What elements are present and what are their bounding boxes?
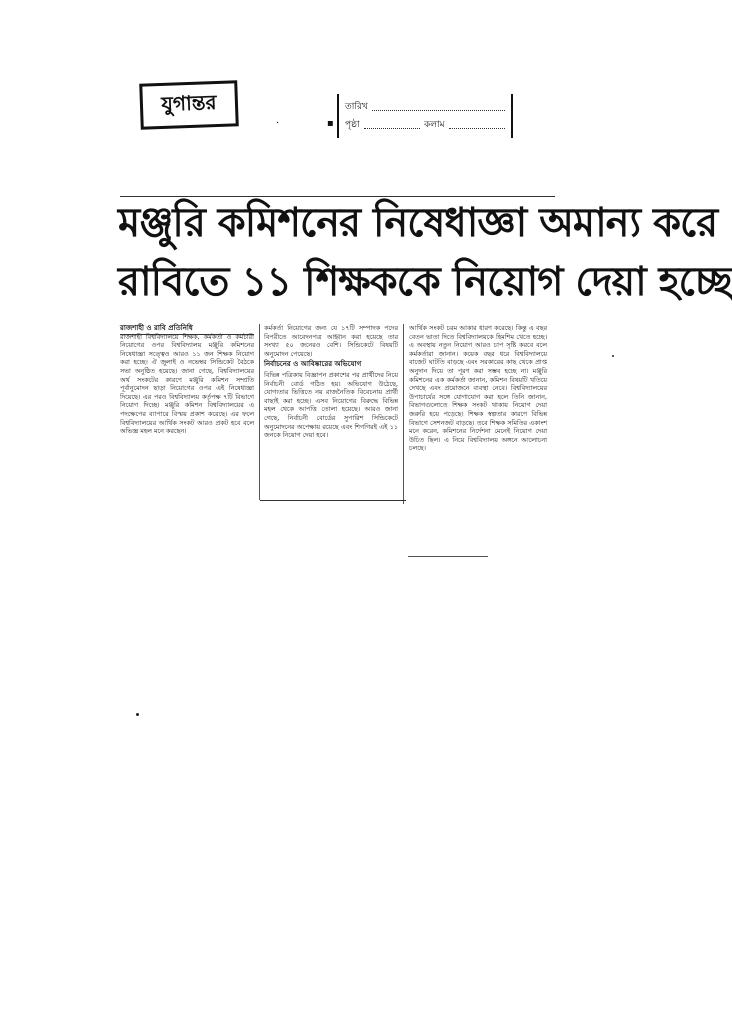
column-divider-2 [403,324,404,504]
article-column-3 [409,324,547,552]
masthead-name: যুগান্তর [160,89,217,116]
article-column-2-text-b: বিভিন্ন পত্রিকায় বিজ্ঞাপন প্রকাশের পর প্রার্থীদের নিয়ে নির্বাচনী বোর্ড গঠিত হয়। অভিযোগ উঠেছে, যোগ্যতার ভিত্তিতে নয় রাজনৈতিক বিবেচনায় প্রার্থী বাছাই করা হচ্ছে। এসব নিয়োগের বিরুদ্ধে বিভিন্ন মহল থেকে আপত্তি তোলা হয়েছে। আরও জানা গেছে, নির্বাচনী বোর্ডের সুপারিশ সিন্ডিকেটে অনুমোদনের অপেক্ষায় রয়েছে এবং শিগগিরই এই ১১ জনকে নিয়োগ দেয়া হবে। [264,370,398,440]
headline-line-2: রাবিতে ১১ শিক্ষককে নিয়োগ দেয়া হচ্ছে [118,259,732,305]
article-subheading: নির্বাচনের ও আবিষ্কারের অভিযোগ [264,360,362,369]
date-label: তারিখ [345,101,368,112]
date-blank [372,101,505,111]
page-label: পৃষ্ঠা [345,119,360,130]
article-column-2-text-a: কর্মকর্তা নিয়োগের জন্য যে ১৭টি সম্পাদক পদের বিপরীতে আবেদনপত্র আহ্বান করা হয়েছে তার সংখ্যা ৫০ জনেরও বেশি। সিন্ডিকেটে বিষয়টি অনুমোদন পেয়েছে। [264,324,398,358]
article-byline: রাজশাহী ও রাবি প্রতিনিধি [120,324,193,332]
column-3-tail-rule [408,556,488,557]
article-column-1-text: রাজশাহী বিশ্ববিদ্যালয়ে শিক্ষক, কর্মকর্তা ও কর্মচারী নিয়োগের ওপর বিশ্ববিদ্যালয় মঞ্জুরি কমিশনের নিষেধাজ্ঞা সত্ত্বেও আরও ১১ জন শিক্ষক নিয়োগ করা হচ্ছে। ঐ জুলাই ও নভেম্বর সিন্ডিকেট বৈঠকে সভা অনুষ্ঠিত হয়েছে। জানা গেছে, বিশ্ববিদ্যালয়ের অর্থ সংকটের কারণে মঞ্জুরি কমিশন সম্প্রতি পূর্বানুমোদন ছাড়া নিয়োগের ওপর এই নিষেধাজ্ঞা দিয়েছে। এর পরও বিশ্ববিদ্যালয় কর্তৃপক্ষ ৭টি বিভাগে নিয়োগ দিচ্ছে। মঞ্জুরি কমিশন বিশ্ববিদ্যালয়ের এ পদক্ষেপের ব্যাপারে বিস্ময় প্রকাশ করেছে। এর ফলে বিশ্ববিদ্যালয়ের আর্থিক সংকট আরও প্রকট হবে বলে অভিজ্ঞ মহল মনে করছেন। [120,332,254,436]
column-label: কলাম [423,119,445,130]
byline-rule [120,334,254,335]
article-bottom-rule [260,500,406,501]
article-column-2 [264,324,398,494]
article-column-3-text: আর্থিক সংকট চরম আকার ধারণ করেছে। কিন্তু এ বছর বেতন ভাতা দিতে বিশ্ববিদ্যালয়কে হিমশিম খেতে হচ্ছে। এ অবস্থায় নতুন নিয়োগ আরও চাপ সৃষ্টি করবে বলে কর্মকর্তারা জানান। কয়েক বছর ধরে বিশ্ববিদ্যালয়ে বাজেট ঘাটতি বাড়ছে এবং সরকারের কাছ থেকে প্রাপ্ত অনুদান দিয়ে তা পূরণ করা সম্ভব হচ্ছে না। মঞ্জুরি কমিশনের এক কর্মকর্তা জানান, কমিশন বিষয়টি খতিয়ে দেখছে এবং প্রয়োজনে ব্যবস্থা নেবে। বিশ্ববিদ্যালয়ের উপাচার্যের সঙ্গে যোগাযোগ করা হলে তিনি জানান, বিভাগগুলোতে শিক্ষক সংকট থাকায় নিয়োগ দেয়া জরুরি হয়ে পড়েছে। শিক্ষক স্বল্পতার কারণে বিভিন্ন বিভাগে সেশনজট বাড়ছে। তবে শিক্ষক সমিতির একাংশ মনে করেন, কমিশনের নির্দেশনা মেনেই নিয়োগ দেয়া উচিত ছিল। এ নিয়ে বিশ্ববিদ্যালয় অঙ্গনে আলোচনা চলছে। [409,324,547,453]
headline-top-rule [120,196,555,197]
scan-speck [136,713,139,716]
headline-line-1: মঞ্জুরি কমিশনের নিষেধাজ্ঞা অমান্য করে [118,200,718,246]
scan-marks: · ▪ [276,118,334,129]
article-column-1 [120,324,254,496]
date-line [345,97,505,115]
scan-speck [612,355,614,357]
date-stamp-box [337,94,513,138]
page-blank [364,119,420,129]
column-divider-1 [259,324,260,500]
newspaper-masthead-stamp [139,80,239,129]
column-blank [449,119,505,129]
page-column-line [345,115,505,133]
